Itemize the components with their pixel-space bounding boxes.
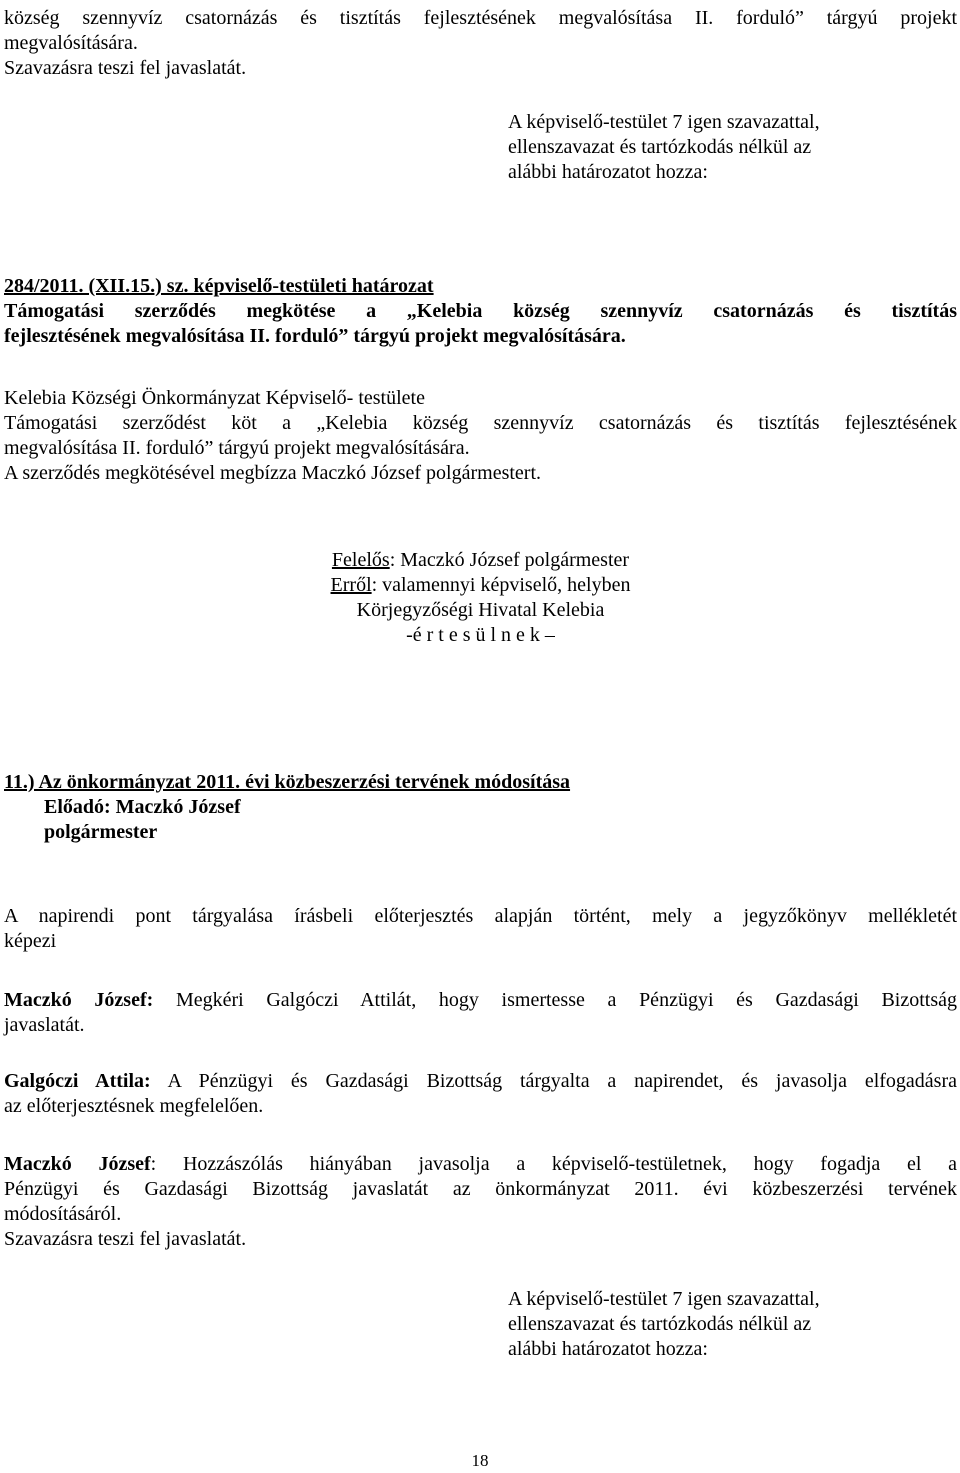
intro-line: község szennyvíz csatornázás és tisztítás fejlesztésének megvalósítása II. forduló” tárgyú projekt (4, 7, 957, 29)
paragraph-line: A napirendi pont tárgyalása írásbeli előterjesztés alapján történt, mely a jegyzőkönyv mellékletét (4, 905, 957, 927)
about-line (4, 573, 957, 598)
agenda-title: 11.) Az önkormányzat 2011. évi közbeszerzési tervének módosítása (4, 771, 571, 793)
speaker-name: Maczkó József (4, 1153, 151, 1175)
about-label: Erről (330, 574, 372, 596)
paragraph-galgoczi (4, 1069, 957, 1119)
paragraph-line: Szavazásra teszi fel javaslatát. (4, 1228, 247, 1250)
agenda-presenter: Előadó: Maczkó József (44, 796, 241, 818)
speech-text: A Pénzügyi és Gazdasági Bizottság tárgyalta a napirendet, és javasolja elfogadásra (150, 1070, 958, 1092)
resolution-title: fejlesztésének megvalósítása II. forduló” tárgyú projekt megvalósítására. (4, 325, 626, 347)
page-number: 18 (471, 1451, 489, 1470)
vote-line: alábbi határozatot hozza: (508, 161, 708, 183)
paragraph-line: javaslatát. (4, 1014, 85, 1036)
resolution-body-line: megvalósítása II. forduló” tárgyú projekt megvalósítására. (4, 437, 470, 459)
vote-line: alábbi határozatot hozza: (508, 1338, 708, 1360)
paragraph-submission (4, 904, 957, 954)
speaker-name: Maczkó József: (4, 989, 154, 1011)
responsible-value: : Maczkó József polgármester (389, 549, 630, 571)
paragraph-line: Pénzügyi és Gazdasági Bizottság javaslatát az önkormányzat 2011. évi közbeszerzési tervének (4, 1178, 957, 1200)
speech-text: Megkéri Galgóczi Attilát, hogy ismertesse a Pénzügyi és Gazdasági Bizottság (153, 989, 957, 1011)
vote-line: ellenszavazat és tartózkodás nélkül az (508, 1313, 812, 1335)
notified-line: -é r t e s ü l n e k – (406, 624, 555, 646)
vote-line: A képviselő-testület 7 igen szavazattal, (508, 1288, 820, 1310)
resolution-heading (4, 274, 957, 349)
vote-line: A képviselő-testület 7 igen szavazattal, (508, 111, 820, 133)
responsible-label: Felelős (331, 549, 390, 571)
resolution-body-head: Kelebia Községi Önkormányzat Képviselő- testülete (4, 387, 425, 409)
paragraph-line (4, 988, 957, 1013)
vote-line: ellenszavazat és tartózkodás nélkül az (508, 136, 812, 158)
speech-text: : Hozzászólás hiányában javasolja a képviselő-testületnek, hogy fogadja el a (150, 1153, 958, 1175)
agenda-item (4, 770, 957, 845)
agenda-presenter-role: polgármester (44, 821, 158, 843)
paragraph-maczko-2 (4, 1152, 957, 1252)
paragraph-line: az előterjesztésnek megfelelően. (4, 1095, 264, 1117)
responsible-line (4, 548, 957, 573)
intro-line: megvalósítására. (4, 32, 138, 54)
speaker-name: Galgóczi Attila: (4, 1070, 151, 1092)
resolution-body (4, 386, 957, 486)
paragraph-line (4, 1069, 957, 1094)
paragraph-maczko-1 (4, 988, 957, 1038)
resolution-body-line: Támogatási szerződést köt a „Kelebia község szennyvíz csatornázás és tisztítás fejlesztésének (4, 412, 957, 434)
resolution-title: Támogatási szerződés megkötése a „Kelebia község szennyvíz csatornázás és tisztítás (4, 300, 957, 322)
vote-result-1 (508, 110, 948, 185)
paragraph-line: képezi (4, 930, 57, 952)
paragraph-line: módosításáról. (4, 1203, 122, 1225)
intro-paragraph (4, 6, 957, 81)
paragraph-line (4, 1152, 957, 1177)
about-value: : valamennyi képviselő, helyben (371, 574, 631, 596)
resolution-number: 284/2011. (XII.15.) sz. képviselő-testületi határozat (4, 275, 434, 297)
intro-line: Szavazásra teszi fel javaslatát. (4, 57, 247, 79)
office-line: Körjegyzőségi Hivatal Kelebia (356, 599, 605, 621)
resolution-body-line: A szerződés megkötésével megbízza Maczkó József polgármestert. (4, 462, 542, 484)
vote-result-2 (508, 1287, 948, 1362)
notice-block (4, 548, 957, 648)
